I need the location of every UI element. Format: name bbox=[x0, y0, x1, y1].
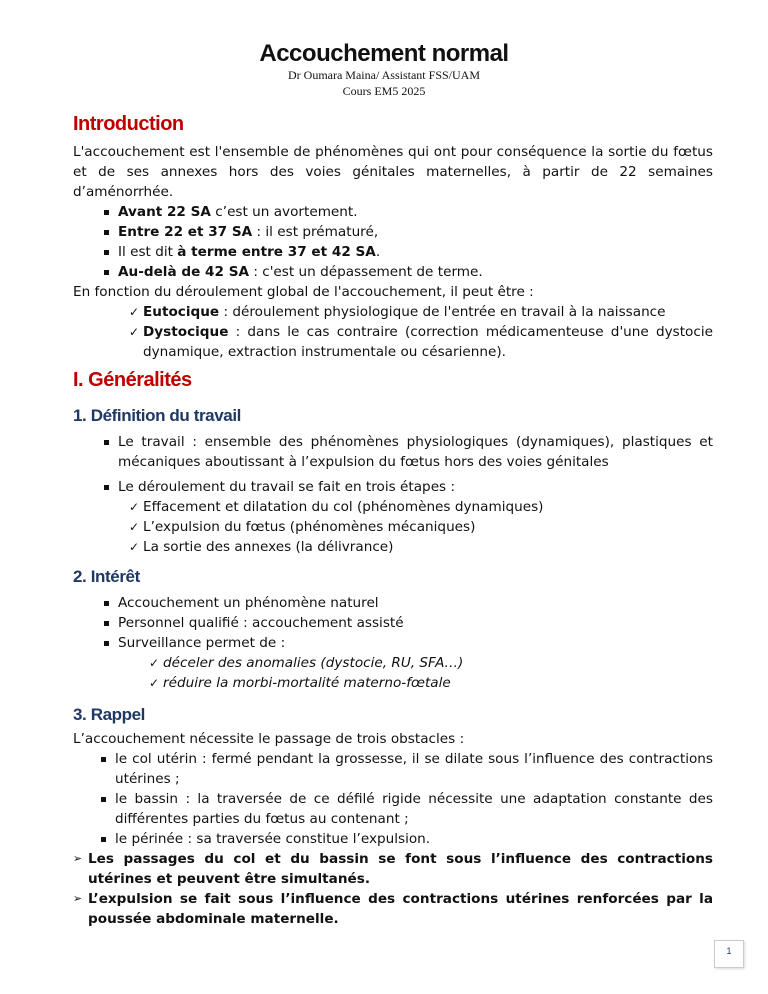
interet-bullet: Personnel qualifié : accouchement assisté bbox=[73, 613, 713, 633]
intro-check-item bbox=[73, 322, 713, 362]
document-title: Accouchement normal bbox=[259, 40, 509, 67]
bold-text: Avant 22 SA bbox=[118, 204, 211, 220]
interet-section bbox=[73, 593, 713, 693]
rappel-arrow-item: ➢ L’expulsion se fait sous l’influence des contractions utérines renforcées par la poussée abdominale maternelle. bbox=[73, 889, 713, 929]
bold-text: Dystocique bbox=[143, 324, 229, 340]
interet-check-item: ✓ déceler des anomalies (dystocie, RU, SFA…) bbox=[73, 653, 713, 673]
intro-bullet bbox=[73, 202, 713, 222]
text: : déroulement physiologique de l'entrée en travail à la naissance bbox=[219, 304, 666, 320]
author-line: Dr Oumara Maina/ Assistant FSS/UAM bbox=[288, 68, 480, 82]
interet-heading: 2. Intérêt bbox=[73, 567, 140, 586]
rappel-heading: 3. Rappel bbox=[73, 705, 145, 724]
rappel-arrow-item: ➢ Les passages du col et du bassin se font sous l’influence des contractions utérines et peuvent être simultanés. bbox=[73, 849, 713, 889]
intro-bullet bbox=[73, 222, 713, 242]
text: . bbox=[375, 244, 381, 260]
intro-bullet bbox=[73, 262, 713, 282]
rappel-section bbox=[73, 729, 713, 929]
rappel-lead: L’accouchement nécessite le passage de trois obstacles : bbox=[73, 731, 465, 747]
bold-text: Au-delà de 42 SA bbox=[118, 264, 249, 280]
intro-check-item bbox=[73, 302, 713, 322]
text: c’est un avortement. bbox=[210, 204, 358, 220]
intro-paragraph: L'accouchement est l'ensemble de phénomènes qui ont pour conséquence la sortie du fœtus et de ses annexes hors des voies génitales maternelles, à partir de 22 semaines d’aménorrhée. bbox=[73, 144, 713, 200]
definition-bullet: Le déroulement du travail se fait en trois étapes : bbox=[73, 477, 713, 497]
bold-text: à terme entre 37 et 42 SA bbox=[177, 244, 376, 260]
rappel-bullet: le col utérin : fermé pendant la grossesse, il se dilate sous l’influence des contractions utérines ; bbox=[73, 749, 713, 789]
intro-heading: Introduction bbox=[73, 113, 184, 135]
text: Il est dit bbox=[118, 244, 178, 260]
interet-bullet: Surveillance permet de : bbox=[73, 633, 713, 653]
page-number: 1 bbox=[714, 940, 744, 968]
interet-check-item: ✓ réduire la morbi-mortalité materno-fœtale bbox=[73, 673, 713, 693]
generalites-heading: I. Généralités bbox=[73, 369, 192, 391]
definition-check-item: ✓ La sortie des annexes (la délivrance) bbox=[73, 537, 713, 557]
course-line: Cours EM5 2025 bbox=[342, 84, 426, 98]
text: : c'est un dépassement de terme. bbox=[249, 264, 483, 280]
intro-section bbox=[73, 142, 713, 362]
definition-check-item: ✓ L’expulsion du fœtus (phénomènes mécaniques) bbox=[73, 517, 713, 537]
definition-bullet: Le travail : ensemble des phénomènes physiologiques (dynamiques), plastiques et mécaniques aboutissant à l’expulsion du fœtus hors des voies génitales bbox=[73, 432, 713, 472]
intro-bullet bbox=[73, 242, 713, 262]
text: : dans le cas contraire (correction médicamenteuse d'une dystocie dynamique, extraction instrumentale ou césarienne). bbox=[143, 324, 713, 360]
rappel-bullet: le bassin : la traversée de ce défilé rigide nécessite une adaptation constante des différentes parties du fœtus au contenant ; bbox=[73, 789, 713, 829]
bold-text: Entre 22 et 37 SA bbox=[118, 224, 253, 240]
interet-bullet: Accouchement un phénomène naturel bbox=[73, 593, 713, 613]
intro-lead: En fonction du déroulement global de l'accouchement, il peut être : bbox=[73, 284, 534, 300]
definition-heading: 1. Définition du travail bbox=[73, 406, 241, 425]
definition-section bbox=[73, 432, 713, 557]
bold-text: Eutocique bbox=[143, 304, 220, 320]
text: : il est prématuré, bbox=[252, 224, 379, 240]
rappel-bullet: le périnée : sa traversée constitue l’expulsion. bbox=[73, 829, 713, 849]
definition-check-item: ✓ Effacement et dilatation du col (phénomènes dynamiques) bbox=[73, 497, 713, 517]
